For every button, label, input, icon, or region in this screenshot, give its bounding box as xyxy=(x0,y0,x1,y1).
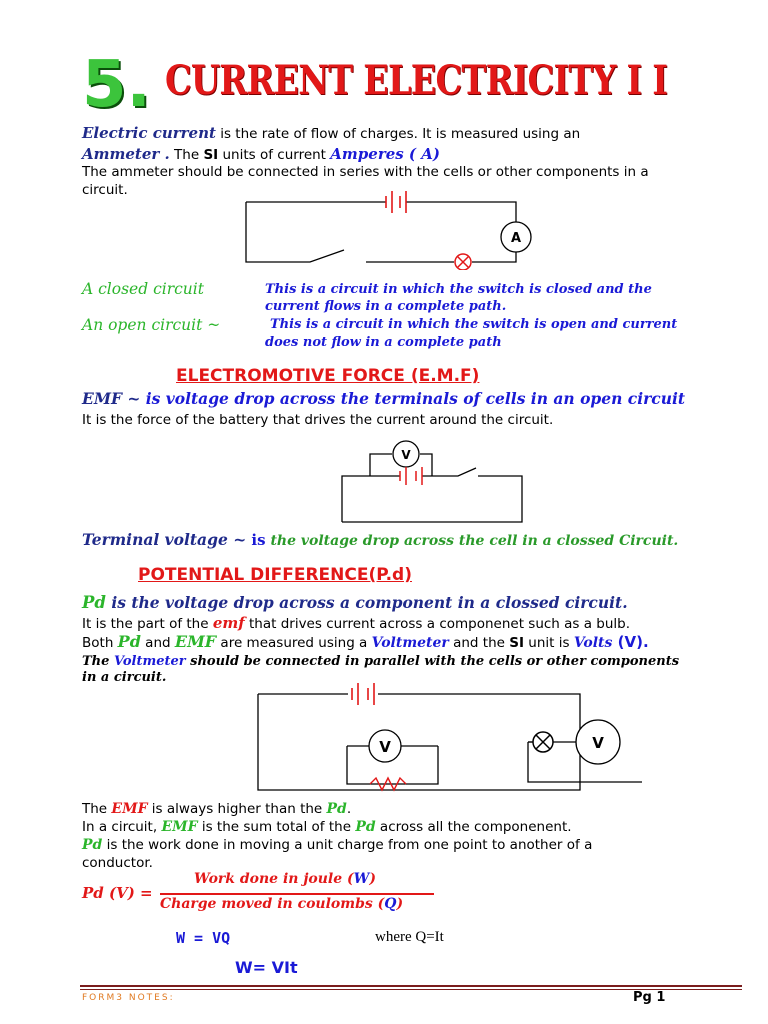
ammeter-circuit-diagram xyxy=(240,188,560,270)
where-q-it: where Q=It xyxy=(375,929,444,945)
intro-line-4: circuit. xyxy=(82,182,128,198)
term-amperes: Amperes ( A) xyxy=(330,145,440,163)
fraction-bar xyxy=(160,893,434,895)
pd-line-5: in a circuit. xyxy=(82,670,167,685)
intro-text: units of current xyxy=(218,147,331,163)
pd-text: The xyxy=(82,654,114,669)
note-text: is the work done in moving a unit charge from one point to another of a xyxy=(102,837,593,853)
formula-denominator xyxy=(160,896,403,912)
term-open-circuit: An open circuit ~ xyxy=(82,316,221,334)
term-ammeter: Ammeter . xyxy=(82,145,170,163)
term-pd-inline: Pd xyxy=(326,801,347,817)
pd-text: It is the part of the xyxy=(82,616,213,632)
terminal-voltage-definition xyxy=(82,530,678,549)
closed-circuit-def-2: current flows in a complete path. xyxy=(265,299,507,314)
term-emf-inline: EMF xyxy=(111,801,148,817)
pd-circuit-diagram xyxy=(252,682,642,798)
ammeter-label: A xyxy=(510,231,522,246)
emf-definition xyxy=(82,389,685,408)
term-pd-inline: Pd xyxy=(117,632,141,651)
intro-line-2 xyxy=(82,145,440,163)
note-3 xyxy=(82,837,592,854)
battery-icon xyxy=(352,683,374,705)
intro-text: The xyxy=(169,147,204,163)
voltmeter-label-1: V xyxy=(379,738,391,756)
terminal-def-text: the voltage drop across the cell in a clossed Circuit. xyxy=(265,533,679,549)
pd-line-3 xyxy=(82,633,649,652)
formula-text: ) xyxy=(396,896,404,912)
term-electric-current: Electric current xyxy=(82,124,216,142)
formula-lhs: Pd (V) = xyxy=(82,884,153,902)
note-text: across all the componenent. xyxy=(375,819,572,835)
pd-line-2 xyxy=(82,615,630,633)
note-text: In a circuit, xyxy=(82,819,162,835)
battery-icon xyxy=(400,467,422,485)
term-emf-inline: EMF xyxy=(161,819,198,835)
pd-text: and xyxy=(140,635,175,651)
battery-icon xyxy=(386,191,406,213)
note-text: . xyxy=(346,801,352,817)
pd-text: that drives current across a componenet such as a bulb. xyxy=(244,616,631,632)
pd-def-text: is the voltage drop across a component in a clossed circuit. xyxy=(105,593,628,612)
pd-text: Both xyxy=(82,635,118,651)
note-text: is always higher than the xyxy=(147,801,327,817)
voltmeter-label: V xyxy=(401,448,411,462)
pd-heading: POTENTIAL DIFFERENCE(P.d) xyxy=(138,565,412,585)
formula-text: Work done in joule ( xyxy=(194,871,354,887)
intro-line-1 xyxy=(82,124,580,142)
pd-definition xyxy=(82,593,628,612)
open-circuit-def-2: does not flow in a complete path xyxy=(265,335,502,350)
term-closed-circuit: A closed circuit xyxy=(82,280,204,298)
term-terminal-voltage: Terminal voltage ~ xyxy=(82,530,247,549)
note-1 xyxy=(82,801,351,818)
open-circuit-def-1: This is a circuit in which the switch is open and current xyxy=(270,317,678,332)
equation-w-vq: W = VQ xyxy=(176,929,231,947)
emf-def-text: is voltage drop across the terminals of cells in an open circuit xyxy=(140,389,686,408)
formula-numerator xyxy=(194,871,376,887)
closed-circuit-def-1: This is a circuit in which the switch is closed and the xyxy=(265,282,652,297)
pd-text: and the xyxy=(448,635,510,651)
pd-text: unit is xyxy=(523,635,574,651)
chapter-number: 5. xyxy=(82,48,151,122)
note-4: conductor. xyxy=(82,855,153,871)
term-pd: Pd xyxy=(82,593,106,612)
term-voltmeter: Voltmeter xyxy=(371,635,449,651)
pd-text: should be connected in parallel with the cells or other components xyxy=(185,654,680,669)
footer-label: FORM3 NOTES: xyxy=(82,993,175,1003)
term-emf: EMF ~ xyxy=(82,389,141,408)
term-pd-inline: Pd xyxy=(82,837,103,853)
note-text: The xyxy=(82,801,112,817)
emf-circuit-diagram xyxy=(336,434,528,524)
emf-heading: ELECTROMOTIVE FORCE (E.M.F) xyxy=(176,366,480,386)
note-2 xyxy=(82,819,572,836)
term-emf-inline: emf xyxy=(212,614,245,632)
si-label: SI xyxy=(509,635,524,651)
term-voltmeter: Voltmeter xyxy=(113,654,186,669)
formula-q: Q xyxy=(384,896,397,912)
chapter-title: CURRENT ELECTRICITY I I xyxy=(165,57,668,104)
pd-line-4 xyxy=(82,654,679,669)
formula-text: Charge moved in coulombs ( xyxy=(160,896,385,912)
equation-w-vit: W= VIt xyxy=(235,958,298,977)
intro-text: is the rate of flow of charges. It is measured using an xyxy=(215,126,581,142)
bulb-icon xyxy=(455,254,471,270)
formula-w: W xyxy=(353,871,370,887)
intro-line-3: The ammeter should be connected in series with the cells or other components in a xyxy=(82,164,649,180)
voltmeter-label-2: V xyxy=(592,734,604,752)
volts-symbol: (V). xyxy=(612,633,649,651)
si-label: SI xyxy=(203,147,219,163)
page-number: Pg 1 xyxy=(633,990,666,1005)
terminal-is: is xyxy=(246,531,266,549)
formula-text: ) xyxy=(369,871,376,887)
emf-line-2: It is the force of the battery that drives the current around the circuit. xyxy=(82,412,554,428)
term-volts: Volts xyxy=(573,635,613,651)
pd-text: are measured using a xyxy=(216,635,372,651)
term-emf-inline: EMF xyxy=(174,632,217,651)
term-pd-inline: Pd xyxy=(355,819,376,835)
bulb-icon xyxy=(533,732,553,752)
footer-rule xyxy=(80,985,742,987)
note-text: is the sum total of the xyxy=(197,819,356,835)
